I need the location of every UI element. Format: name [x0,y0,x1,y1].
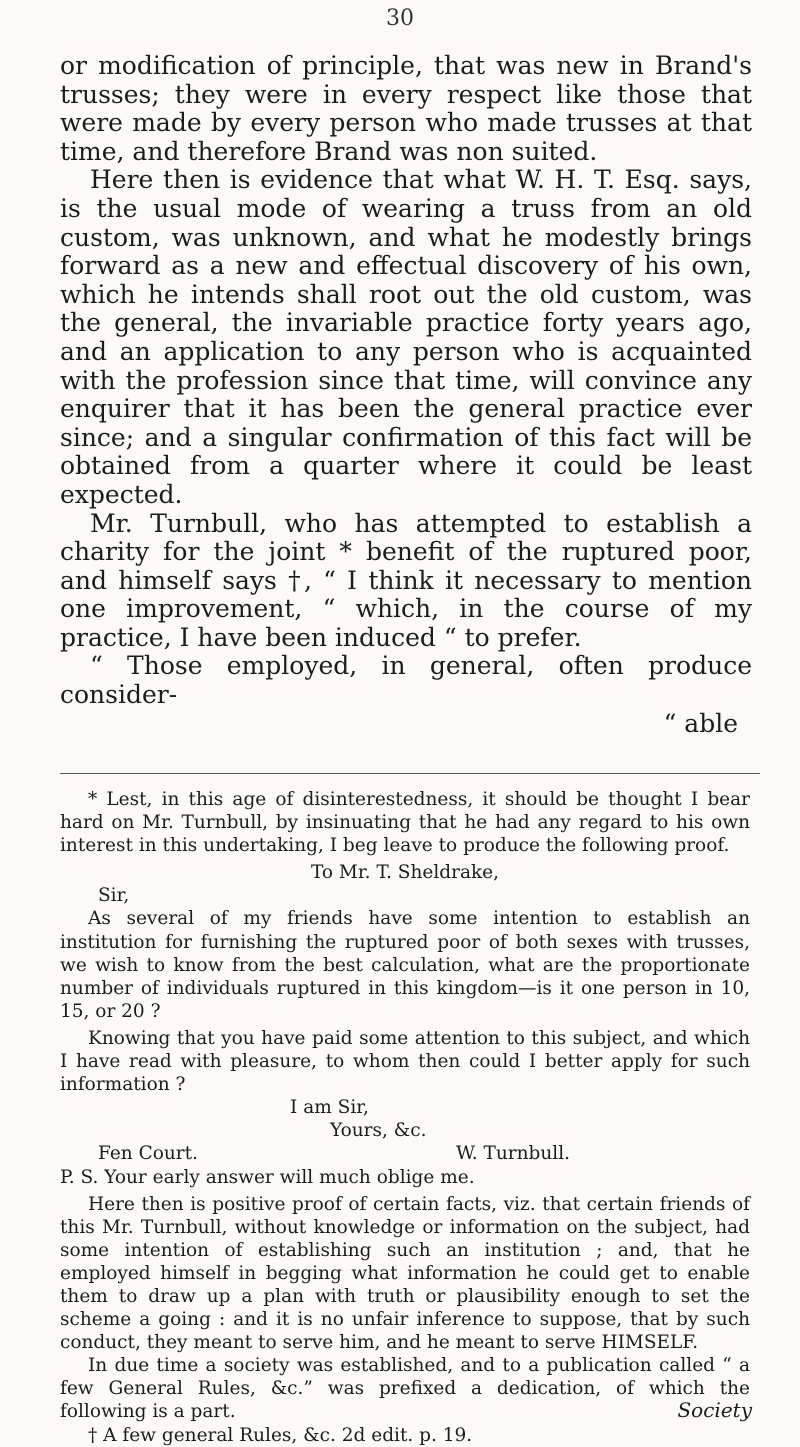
paragraph-4-tail: “ able [663,708,738,738]
footnotes [60,788,750,1447]
footnote-1: * Lest, in this age of disinterestedness, it should be thought I bear hard on Mr. Turnbull, by insinuating that he had any regard to his own interest in this undertaking, I beg leave to produce the following proof. [60,789,750,857]
letter-paragraph-1: As several of my friends have some intention to establish an institution for furnishing the ruptured poor of both sexes with trusses, we wish to know from the best calculation, what are the proportionate number of individuals ruptured in this kingdom—is it one person in 10, 15, or 20 ? [60,908,750,1022]
letter-salutation: Sir, [98,885,130,907]
footnote-rule [60,773,760,774]
letter-addressee: To Mr. T. Sheldrake, [310,862,500,884]
footnote-2: † A few general Rules, &c. 2d edit. p. 19. [88,1424,473,1446]
main-text [60,52,752,738]
footnote-1-continued-2: In due time a society was established, and to a publication called “ a few General Rules, &c.” was prefixed a dedication, of which the following is a part. [60,1355,750,1423]
paragraph-3: Mr. Turnbull, who has attempted to establish a charity for the joint * benefit of the ruptured poor, and himself says †, “ I think it necessary to mention one improvement, “ which, in the course of my practice, I have been induced “ to prefer. [60,508,752,652]
catchword: Society [677,1398,752,1422]
letter-place: Fen Court. [98,1143,198,1165]
page-number: 30 [386,6,414,31]
paragraph-2: Here then is evidence that what W. H. T. Esq. says, is the usual mode of wearing a truss from an old custom, was unknown, and what he modestly brings forward as a new and effectual discovery of his own, which he intends shall root out the old custom, was the general, the invariable practice forty years ago, and an application to any person who is acquainted with the profession since that time, will convince any enquirer that it has been the general practice ever since; and a singular confirmation of this fact will be obtained from a quarter where it could be least expected. [60,165,752,509]
letter-sign-left: I am Sir, [290,1097,369,1119]
paragraph-4: “ Those employed, in general, often produce consider- [60,651,752,710]
letter-signature: W. Turnbull. [455,1143,570,1165]
paragraph-1: or modification of principle, that was new in Brand's trusses; they were in every respect like those that were made by every person who made trusses at that time, and therefore Brand was non suited. [60,51,752,166]
footnote-1-continued: Here then is positive proof of certain facts, viz. that certain friends of this Mr. Turnbull, without knowledge or information on the subject, had some intention of establishing such an institution ; and, that he employed himself in begging what information he could get to enable them to draw up a plan with truth or plausibility enough to set the scheme a going : and it is no unfair inference to suppose, that by such conduct, they meant to serve him, and he meant to serve HIMSELF. [60,1193,750,1354]
letter-paragraph-2: Knowing that you have paid some attention to this subject, and which I have read with pleasure, to whom then could I better apply for such information ? [60,1027,750,1096]
letter-closing [60,1142,750,1165]
postscript: P. S. Your early answer will much oblige me. [60,1166,475,1188]
letter-yours: Yours, &c. [330,1120,427,1142]
